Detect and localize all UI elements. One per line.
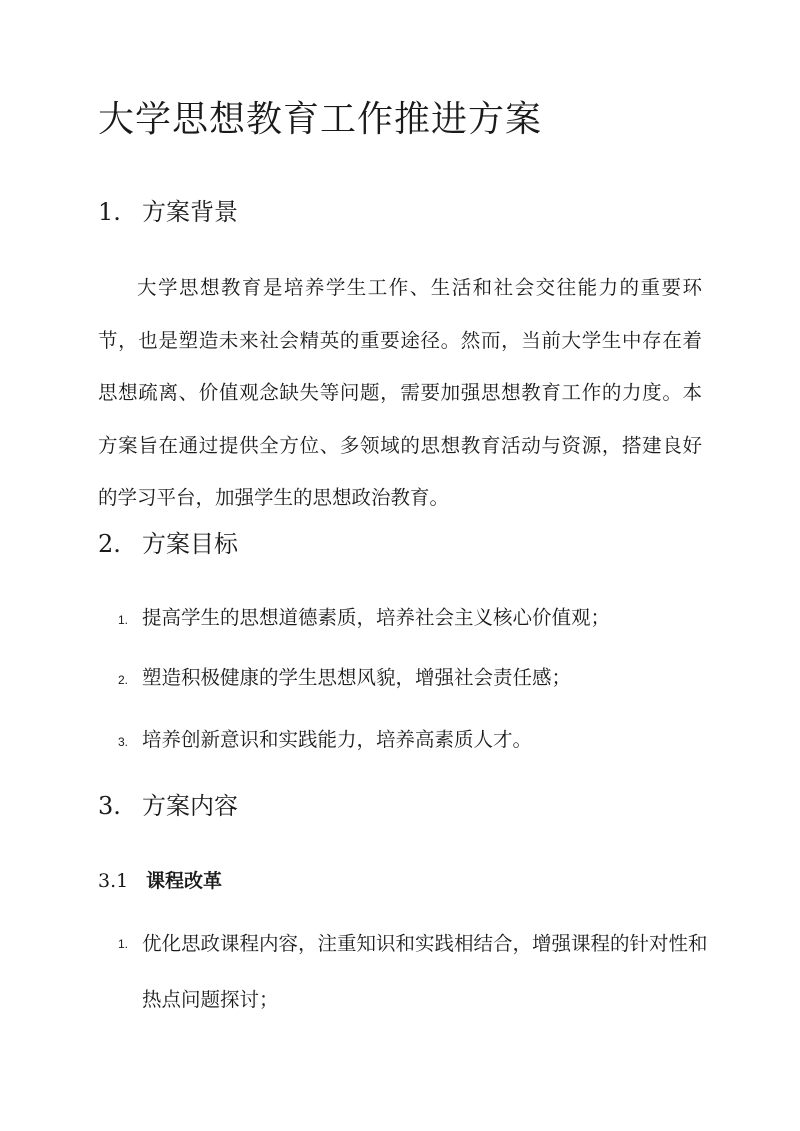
section-heading-content xyxy=(98,790,238,822)
list-item-text: 提高学生的思想道德素质，培养社会主义核心价值观； xyxy=(142,606,611,629)
curriculum-list-item xyxy=(118,916,708,1028)
list-marker: 1. xyxy=(118,613,129,627)
goal-list-item xyxy=(118,712,718,770)
list-marker: 2. xyxy=(118,673,129,687)
document-title: 大学思想教育工作推进方案 xyxy=(98,99,543,140)
list-item-text: 塑造积极健康的学生思想风貌，增强社会责任感； xyxy=(142,666,572,689)
section-title: 方案内容 xyxy=(142,792,238,820)
list-marker: 3. xyxy=(118,735,129,749)
section-title: 方案目标 xyxy=(142,530,238,558)
list-item-text: 培养创新意识和实践能力，培养高素质人才。 xyxy=(142,728,533,751)
section-heading-background xyxy=(98,196,238,228)
background-paragraph: 大学思想教育是培养学生工作、生活和社会交往能力的重要环节，也是塑造未来社会精英的重要途径。然而，当前大学生中存在着思想疏离、价值观念缺失等问题，需要加强思想教育工作的力度。本方案旨在通过提供全方位、多领域的思想教育活动与资源，搭建良好的学习平台，加强学生的思想政治教育。 xyxy=(98,276,702,509)
section-title: 方案背景 xyxy=(142,198,238,226)
subsection-title: 课程改革 xyxy=(146,870,223,892)
section-heading-goals xyxy=(98,528,238,560)
subsection-heading-curriculum xyxy=(98,868,222,894)
goal-list-item xyxy=(118,590,718,648)
list-marker: 1. xyxy=(118,937,129,951)
section-number: 3. xyxy=(98,792,121,820)
goal-list-item xyxy=(118,650,718,708)
section-number: 2. xyxy=(98,530,121,558)
subsection-number: 3.1 xyxy=(98,870,129,892)
section-number: 1. xyxy=(98,198,121,226)
list-item-text: 优化思政课程内容，注重知识和实践相结合，增强课程的针对性和热点问题探讨； xyxy=(142,932,708,1011)
